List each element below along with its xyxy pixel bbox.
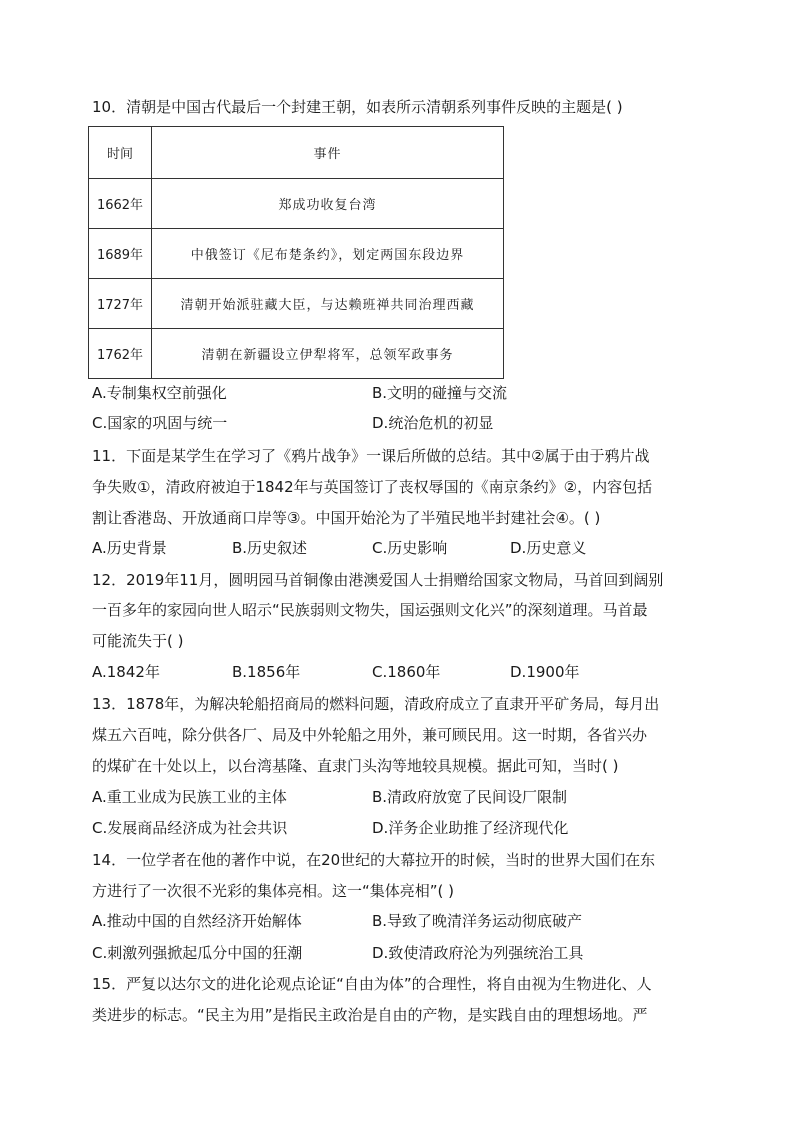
table-cell-year: 1727年 [89, 279, 152, 329]
q12-stem-line: 一百多年的家园向世人昭示“民族弱则文物失，国运强则文化兴”的深刻道理。马首最 [92, 601, 648, 619]
q10-events-table [88, 126, 504, 379]
q12-option-a[interactable]: A.1842年 [92, 663, 160, 681]
q13-stem-line: 煤五六百吨，除分供各厂、局及中外轮船之用外，兼可顾民用。这一时期，各省兴办 [92, 726, 648, 744]
q13-stem-line: 13．1878年，为解决轮船招商局的燃料问题，清政府成立了直隶开平矿务局，每月出 [92, 695, 660, 713]
q14-option-a[interactable]: A.推动中国的自然经济开始解体 [92, 912, 302, 930]
q14-option-c[interactable]: C.刺激列强掀起瓜分中国的狂潮 [92, 944, 303, 962]
q14-option-b[interactable]: B.导致了晚清洋务运动彻底破产 [372, 912, 583, 930]
table-row [89, 229, 504, 279]
q13-option-c[interactable]: C.发展商品经济成为社会共识 [92, 819, 288, 837]
table-header-event: 事件 [152, 127, 504, 179]
q15-stem-line: 15．严复以达尔文的进化论观点论证“自由为体”的合理性，将自由视为生物进化、人 [92, 975, 652, 993]
table-cell-event: 清朝开始派驻藏大臣，与达赖班禅共同治理西藏 [152, 279, 504, 329]
q10-option-b[interactable]: B.文明的碰撞与交流 [372, 384, 508, 402]
q12-option-c[interactable]: C.1860年 [372, 663, 441, 681]
q15-stem-line: 类进步的标志。“民主为用”是指民主政治是自由的产物，是实践自由的理想场地。严 [92, 1006, 648, 1024]
q10-stem: 10．清朝是中国古代最后一个封建王朝，如表所示清朝系列事件反映的主题是( ) [92, 98, 623, 116]
table-cell-event: 郑成功收复台湾 [152, 179, 504, 229]
q11-option-a[interactable]: A.历史背景 [92, 539, 167, 557]
table-row [89, 279, 504, 329]
q10-option-a[interactable]: A.专制集权空前强化 [92, 384, 227, 402]
q14-option-d[interactable]: D.致使清政府沦为列强统治工具 [372, 944, 584, 962]
q11-option-b[interactable]: B.历史叙述 [232, 539, 308, 557]
table-row [89, 329, 504, 379]
q13-option-b[interactable]: B.清政府放宽了民间设厂限制 [372, 788, 568, 806]
q12-stem-line: 可能流失于( ) [92, 632, 184, 650]
table-cell-event: 清朝在新疆设立伊犁将军，总领军政事务 [152, 329, 504, 379]
table-row [89, 179, 504, 229]
q11-stem-line: 割让香港岛、开放通商口岸等③。中国开始沦为了半殖民地半封建社会④。( ) [92, 509, 601, 527]
q11-option-c[interactable]: C.历史影响 [372, 539, 448, 557]
q10-option-d[interactable]: D.统治危机的初显 [372, 414, 494, 432]
table-cell-year: 1662年 [89, 179, 152, 229]
q10-option-c[interactable]: C.国家的巩固与统一 [92, 414, 228, 432]
q14-stem-line: 14．一位学者在他的著作中说，在20世纪的大幕拉开的时候，当时的世界大国们在东 [92, 851, 656, 869]
table-cell-year: 1689年 [89, 229, 152, 279]
table-cell-event: 中俄签订《尼布楚条约》，划定两国东段边界 [152, 229, 504, 279]
q12-stem-line: 12．2019年11月，圆明园马首铜像由港澳爱国人士捐赠给国家文物局，马首回到阔别 [92, 571, 664, 589]
q12-option-d[interactable]: D.1900年 [510, 663, 580, 681]
q11-stem-line: 争失败①，清政府被迫于1842年与英国签订了丧权辱国的《南京条约》②，内容包括 [92, 478, 653, 496]
q11-stem-line: 11．下面是某学生在学习了《鸦片战争》一课后所做的总结。其中②属于由于鸦片战 [92, 447, 650, 465]
table-cell-year: 1762年 [89, 329, 152, 379]
q13-stem-line: 的煤矿在十处以上，以台湾基隆、直隶门头沟等地较具规模。据此可知，当时( ) [92, 757, 619, 775]
q13-option-d[interactable]: D.洋务企业助推了经济现代化 [372, 819, 569, 837]
q14-stem-line: 方进行了一次很不光彩的集体亮相。这一“集体亮相”( ) [92, 882, 455, 900]
q13-option-a[interactable]: A.重工业成为民族工业的主体 [92, 788, 287, 806]
table-header-row [89, 127, 504, 179]
table-header-time: 时间 [89, 127, 152, 179]
q12-option-b[interactable]: B.1856年 [232, 663, 301, 681]
q11-option-d[interactable]: D.历史意义 [510, 539, 587, 557]
